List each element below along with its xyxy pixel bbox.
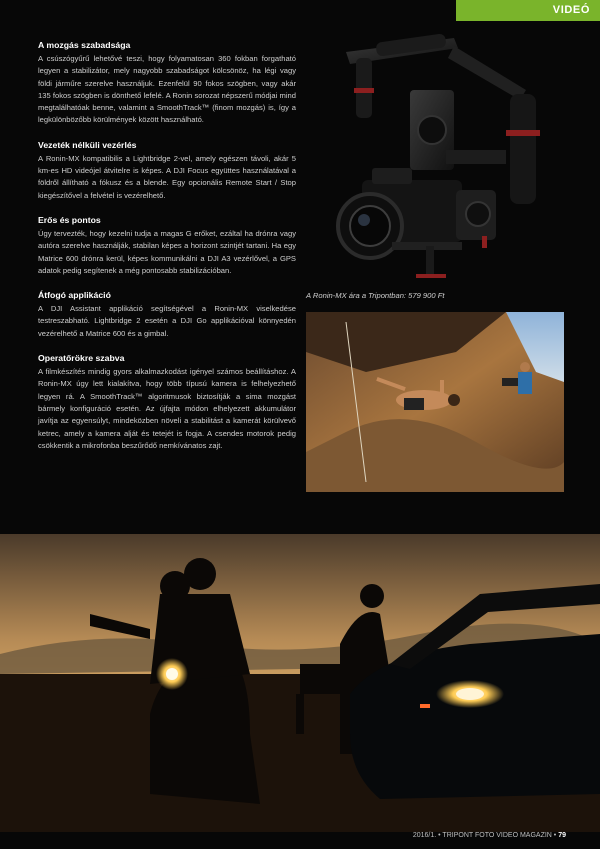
section-operators	[38, 353, 296, 452]
section-heading: A mozgás szabadsága	[38, 40, 131, 50]
page-footer	[413, 832, 566, 839]
section-text: A DJI Assistant applikáció segítségével a Ronin-MX viselkedése testreszabható. Lightbridge 2 esetén a DJI Go applikációval könnyedén vezérelhető a Matrice 600 és a gimbal.	[38, 304, 296, 338]
section-freedom	[38, 40, 296, 127]
section-text: A filmkészítés mindig gyors alkalmazkodást igényel számos beállításhoz. A Ronin-MX úgy lett kialakítva, hogy több típusú kamera is felhelyezhető legyen rá. A SmoothTrack™ algoritmusok biztosítják a sima mozgást bármely konfiguráció esetén. Az újfajta módon elhelyezett akkumulátor javítja az egyensúlyt, mindeközben növeli a stabilitást a kamerát körülvevő ketrec, amely a kamera alját és tetejét is fogja. A csendes motorok pedig csökkentik a mikrofonba beszűrődő nemkívánatos zajt.	[38, 367, 296, 450]
section-text: A csúszógyűrű lehetővé teszi, hogy folyamatosan 360 fokban forgatható legyen a stabilizátor, mely nagyobb szabadságot kölcsönöz, ha légi vagy földi járműre szerelve használjuk. Ezenfelül 90 fokos szögben, vagy akár 135 fokos szögben is dönthető lefelé. A Ronin sorozat népszerű módjai mind megtalálhatóak benne, valamint a SmoothTrack™ (finom mozgás) is, így a legkülönbözőbb körülmények között használható.	[38, 54, 296, 125]
article-body	[38, 40, 296, 465]
footer-text: 2016/1. • TRIPONT FOTO VIDEO MAGAZIN •	[412, 832, 557, 839]
sunset-filming-photo	[0, 534, 600, 832]
section-tag: VIDEÓ	[456, 0, 600, 21]
section-heading: Erős és pontos	[38, 214, 101, 225]
section-app	[38, 290, 296, 340]
section-wireless	[38, 140, 296, 202]
section-text: Úgy tervezték, hogy kezelni tudja a magas G erőket, ezáltal ha drónra vagy autóra szerelve használják, stabilan képes a horizont szintjét tartani. Ha egy Matrice 600 drónra kerül, képes kommunikálni a DJI A3 vezérlővel, a GPS adatok pedig segítenek a még pontosabb stabilizációban.	[38, 228, 296, 275]
page-number: 79	[558, 832, 566, 839]
section-strong	[38, 215, 296, 277]
climbing-photo	[306, 312, 564, 492]
gimbal-product-image	[306, 30, 570, 286]
section-heading: Átfogó applikáció	[38, 290, 111, 301]
product-caption: A Ronin-MX ára a Tripontban: 579 900 Ft	[306, 291, 445, 300]
section-heading: Operatőrökre szabva	[38, 353, 125, 364]
section-text: A Ronin-MX kompatibilis a Lightbridge 2-vel, amely egészen távoli, akár 5 km-es HD videójel átvitelre is képes. A DJI Focus együttes használatával a földről állítható a fókusz és a blende. Egy opcionális Remote Start / Stop kiegészítővel a felvétel is vezérelhető.	[38, 153, 296, 200]
section-heading: Vezeték nélküli vezérlés	[38, 139, 137, 150]
